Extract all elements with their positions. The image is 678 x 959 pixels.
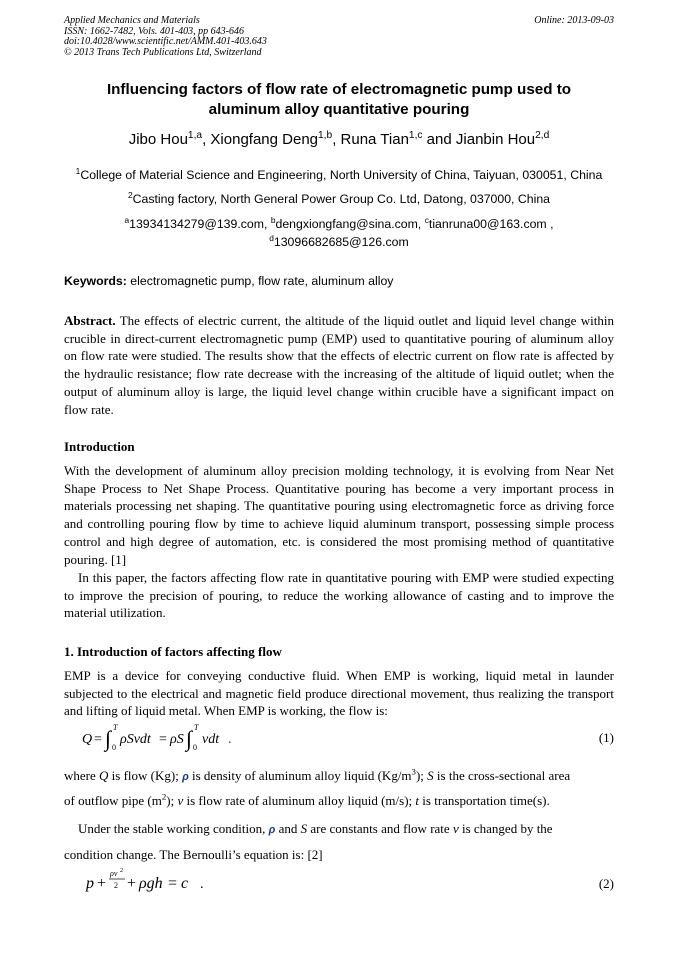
svg-text:∫: ∫	[186, 726, 193, 751]
author-affil-sup: 2,d	[535, 130, 550, 141]
equation-2	[80, 866, 614, 896]
doi-line: doi:10.4028/www.scientific.net/AMM.401-403.643	[64, 36, 267, 47]
journal-header	[64, 16, 267, 58]
equation-2-formula	[80, 866, 220, 896]
svg-text:Q: Q	[82, 732, 93, 747]
svg-text:2: 2	[120, 868, 123, 874]
svg-text:ρSvdt: ρSvdt	[120, 732, 151, 747]
equation-1	[80, 722, 614, 754]
svg-text:=: =	[168, 875, 178, 892]
svg-text:T: T	[194, 723, 199, 732]
author-affil-sup: 1,a	[187, 130, 203, 141]
text-run: are constants and flow rate	[307, 821, 453, 836]
email-sup: d	[269, 232, 274, 243]
svg-text:+: +	[97, 875, 107, 892]
author-name: Jibo Hou	[128, 131, 188, 148]
text-run: is the cross-sectional area	[433, 768, 571, 783]
text-run: where	[64, 768, 100, 783]
email-address: tianruna00@163.com ,	[428, 217, 554, 231]
abstract	[64, 312, 614, 418]
affiliation-text: College of Material Science and Engineering, North University of China, Taiyuan, 030051, China	[80, 168, 603, 182]
section-1-heading: 1. Introduction of factors affecting flow	[64, 644, 282, 659]
svg-text:p: p	[86, 875, 94, 892]
section-1-paragraph-2	[64, 767, 614, 787]
text-run: is flow (Kg);	[108, 768, 183, 783]
abstract-text: The effects of electric current, the altitude of the liquid outlet and liquid level change within crucible in direct-current electromagnetic pump (EMP) used to quantitative pouring of aluminum alloy on flow rate were studied. The results show that the effects of electric current on flow rate is affected by the hydraulic resistance; flow rate decrease with the increasing of the altitude of liquid outlet; when the output of aluminum alloy is large, the liquid level change within crucible have a significant impact on flow rate.	[64, 313, 614, 417]
author-list	[64, 130, 614, 150]
svg-text:.: .	[228, 732, 232, 747]
journal-name: Applied Mechanics and Materials	[64, 15, 200, 26]
svg-text:0: 0	[193, 743, 197, 752]
affiliation-sup: 2	[127, 189, 133, 200]
email-sup: a	[124, 214, 130, 225]
variable-v: v	[177, 793, 184, 808]
variable-v: v	[452, 821, 459, 836]
section-1-paragraph-3	[64, 820, 614, 840]
title-line-1: Influencing factors of flow rate of electromagnetic pump used to	[106, 81, 572, 98]
text-run: Under the stable working condition,	[78, 821, 269, 836]
variable-t: t	[415, 793, 420, 808]
author-name: Jianbin Hou	[455, 131, 536, 148]
section-1-paragraph-1: EMP is a device for conveying conductive fluid. When EMP is working, liquid metal in launder subjected to the electrical and magnetic field produce directional movement, thus realizing the transport and lifting of liquid metal. When EMP is working, the flow is:	[64, 668, 614, 719]
text-run: is flow rate of aluminum alloy liquid (m/s);	[183, 793, 416, 808]
svg-text:vdt: vdt	[202, 732, 220, 747]
equation-2-number: (2)	[598, 876, 614, 891]
author-separator: and	[422, 131, 456, 148]
text-run: is density of aluminum alloy liquid (Kg/m	[188, 768, 412, 783]
email-line-2	[64, 232, 614, 250]
svg-text:.: .	[200, 877, 204, 892]
variable-s: S	[427, 768, 434, 783]
keywords-label: Keywords:	[64, 274, 127, 288]
email-address: dengxiongfang@sina.com,	[275, 217, 425, 231]
svg-text:c: c	[181, 875, 189, 892]
text-run: );	[166, 793, 178, 808]
variable-rho: ρ	[268, 824, 276, 836]
title-line-2: aluminum alloy quantitative pouring	[208, 101, 470, 118]
svg-text:T: T	[113, 723, 118, 732]
variable-rho: ρ	[182, 771, 189, 783]
svg-text:=: =	[159, 732, 167, 747]
email-sup: b	[270, 214, 276, 225]
keywords-text: electromagnetic pump, flow rate, aluminum alloy	[126, 274, 394, 288]
svg-text:∫: ∫	[105, 726, 112, 751]
email-line-1	[64, 214, 614, 232]
affiliation-sup: 1	[75, 165, 81, 176]
svg-text:0: 0	[112, 743, 116, 752]
svg-text:ρS: ρS	[170, 732, 184, 747]
variable-s: S	[300, 821, 308, 836]
author-name: Runa Tian	[340, 131, 409, 148]
introduction-paragraph-1: With the development of aluminum alloy precision molding technology, it is evolving from Near Net Shape Process to Net Shape Process. Quantitative pouring has become a very important process in materials processing net shaping. The quantitative pouring using electromagnetic force as driving force and controlling pouring flow by time to achieve liquid aluminum transport, possessing simple process control and high degree of automation, etc. is considered the most promising method of quantitative pouring. [1]	[64, 463, 614, 567]
superscript: 3	[411, 766, 416, 777]
author-affil-sup: 1,b	[318, 130, 333, 141]
author-separator: ,	[332, 131, 341, 148]
svg-text:+: +	[127, 875, 137, 892]
text-run: );	[415, 768, 428, 783]
svg-text:ρgh: ρgh	[139, 875, 163, 892]
superscript: 2	[161, 791, 167, 802]
text-run: and	[275, 821, 301, 836]
email-sup: c	[424, 214, 429, 225]
affiliation-text: Casting factory, North General Power Group Co. Ltd, Datong, 037000, China	[132, 192, 551, 206]
svg-text:=: =	[94, 732, 102, 747]
copyright-line: © 2013 Trans Tech Publications Ltd, Switzerland	[64, 46, 262, 58]
email-address: 13934134279@139.com,	[129, 217, 271, 231]
section-1-paragraph-3-line-2: condition change. The Bernoulli’s equation is: [2]	[64, 847, 323, 862]
author-separator: ,	[202, 131, 211, 148]
abstract-label: Abstract.	[64, 313, 116, 328]
equation-1-formula	[80, 722, 260, 754]
svg-text:2: 2	[114, 881, 118, 890]
email-address: 13096682685@126.com	[273, 235, 409, 249]
introduction-heading: Introduction	[64, 439, 135, 454]
text-run: is transportation time(s).	[419, 793, 550, 808]
author-affil-sup: 1,c	[408, 130, 423, 141]
issn-line: ISSN: 1662-7482, Vols. 401-403, pp 643-646	[64, 25, 244, 37]
section-1-paragraph-2-line-2	[64, 792, 614, 810]
variable-q: Q	[99, 768, 109, 783]
equation-1-number: (1)	[598, 730, 614, 745]
paper-title	[64, 80, 614, 120]
online-date: Online: 2013-09-03	[534, 15, 614, 26]
introduction-paragraph-2: In this paper, the factors affecting flow rate in quantitative pouring with EMP were studied expecting to improve the precision of pouring, to reduce the working allowance of casting and to improve the material utilization.	[64, 570, 614, 621]
text-run: of outflow pipe (m	[64, 793, 162, 808]
svg-text:ρv: ρv	[110, 869, 118, 878]
affiliation-2	[64, 189, 614, 207]
text-run: is changed by the	[458, 821, 553, 836]
author-name: Xiongfang Deng	[210, 131, 319, 148]
affiliation-1	[64, 165, 614, 183]
keywords	[64, 274, 614, 289]
